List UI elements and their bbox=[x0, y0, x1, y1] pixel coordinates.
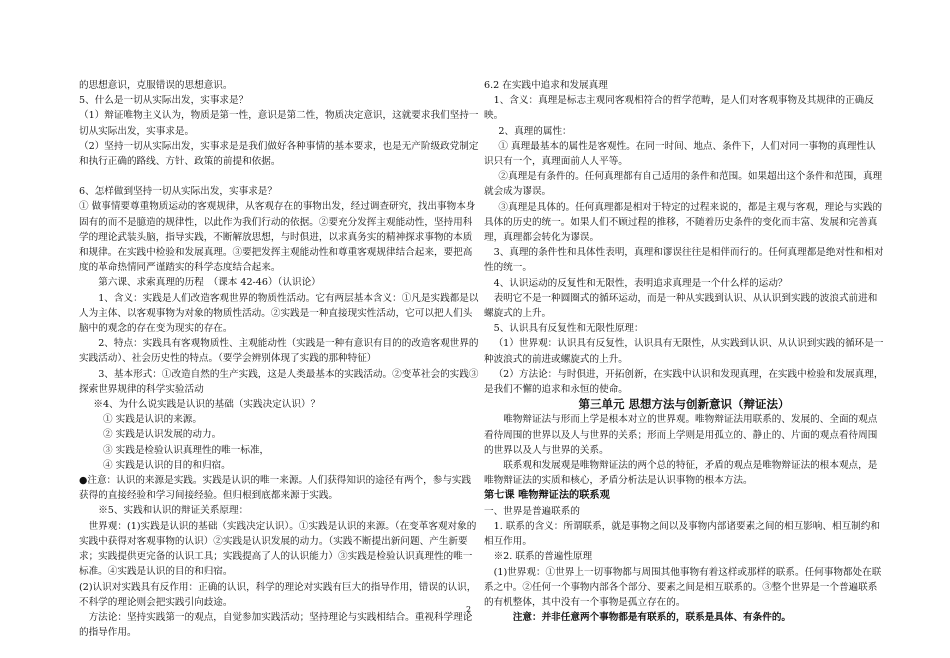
text-line: (1)世界观：①世界上一切事物都与周围其他事物有着这样或那样的联系。任何事物都处在联系之中。②任何一个事物内部各个部分、要素之间是相互联系的。③整个世界是一个普遍联系的有机整体，其中没有一个事物是孤立存在的。 bbox=[484, 566, 882, 608]
question-6: 6、怎样做到坚持一切从实际出发，实事求是？ bbox=[79, 186, 277, 198]
question-5: 5、什么是一切从实际出发，实事求是？ bbox=[79, 95, 249, 107]
text-line: 的思想意识，克服错误的思想意识。 bbox=[79, 80, 233, 91]
list-item: ② 实践是认识发展的动力。 bbox=[103, 429, 222, 441]
text-line: ※2. 联系的普遍性原理 bbox=[493, 551, 593, 563]
text-line: 表明它不是一种圆圈式的循环运动，而是一种从实践到认识、从认识到实践的波浪式前进和螺旋式的上升。 bbox=[484, 292, 878, 320]
text-line: ②真理是有条件的。任何真理都有自己适用的条件和范围。如果超出这个条件和范围，真理就会成为谬误。 bbox=[484, 171, 883, 198]
text-line: 联系观和发展观是唯物辩证法的两个总的特征，矛盾的观点是唯物辩证法的根本观点，是唯物辩证法的实质和核心，矛盾分析法是认识事物的根本方法。 bbox=[484, 460, 878, 487]
question-4: ※4、为什么说实践是认识的基础（实践决定认识）？ bbox=[93, 399, 321, 411]
text-line: ① 真理最基本的属性是客观性。在同一时间、地点、条件下，人们对同一事物的真理性认识只有一个，真理面前人人平等。 bbox=[484, 140, 876, 168]
blank-line bbox=[79, 169, 479, 184]
text-line: 1. 联系的含义：所谓联系，就是事物之间以及事物内部诸要素之间的相互影响、相互制约和相互作用。 bbox=[484, 520, 880, 548]
list-item: ④ 实践是认识的目的和归宿。 bbox=[103, 459, 231, 471]
text-line: （2）方法论：与时俱进，开拓创新，在实践中认识和发现真理，在实践中检验和发展真理，是我们不懈的追求和永恒的使命。 bbox=[484, 368, 884, 396]
text-line: 1、含义：真理是标志主观同客观相符合的哲学范畴，是人们对客观事物及其规律的正确反映。 bbox=[484, 95, 874, 122]
text-line: 5、认识具有反复性和无限性原理： bbox=[493, 323, 644, 335]
question: 4、认识运动的反复性和无限性，表明追求真理是一个什么样的运动？ bbox=[493, 277, 788, 289]
note: ●注意：认识的来源是实践。实践是认识的唯一来源。人们获得知识的途径有两个，参与实践获得的直接经验和学习间接经验。但归根到底都来源于实践。 bbox=[79, 475, 472, 502]
text-line: 一、世界是普遍联系的 bbox=[484, 505, 580, 517]
text-line: 1、含义：实践是人们改造客观世界的物质性活动。它有两层基本含义：①凡是实践都是以人为主体、以客观事物为对象的物质性活动。②实践是一种直接现实性活动，它可以把人们头脑中的观念的存在变为现实的存在。 bbox=[79, 292, 479, 335]
heading-5: ※5、实践和认识的辩证关系原理： bbox=[98, 505, 249, 517]
unit-title: 第三单元 思想方法与创新意识（辩证法） bbox=[578, 397, 790, 412]
note: 注意：并非任意两个事物都是有联系的，联系是具体、有条件的。 bbox=[512, 612, 792, 624]
text-line: 方法论：坚持实践第一的观点，自觉参加实践活动；坚持理论与实践相结合。重视科学理论的指导作用。 bbox=[79, 611, 473, 639]
list-item: ③ 实践是检验认识真理性的唯一标准， bbox=[103, 444, 270, 456]
list-item: ① 实践是认识的来源。 bbox=[103, 414, 202, 426]
lesson-7-title: 第七课 唯物辩证法的联系观 bbox=[484, 489, 610, 502]
text-line: ③真理是具体的。任何真理都是相对于特定的过程来说的，都是主观与客观，理论与实践的具体的历史的统一。如果人们不顾过程的推移，不随着历史条件的变化而丰富、发展和完善真理，真理都会转化为谬误。 bbox=[484, 201, 883, 244]
text-line: 唯物辩证法与形而上学是根本对立的世界观。唯物辩证法用联系的、发展的、全面的观点看待周围的世界以及人与世界的关系；形而上学则是用孤立的、静止的、片面的观点看待周围的世界以及人与世界的关系。 bbox=[484, 414, 878, 456]
text-line: 3、真理的条件性和具体性表明，真理和谬误往往是相伴而行的。任何真理都是绝对性和相对性的统一。 bbox=[484, 247, 884, 274]
text-line: （1）世界观：认识具有反复性，认识具有无限性，从实践到认识、从认识到实践的循环是一种波浪式的前进或螺旋式的上升。 bbox=[484, 338, 884, 365]
text-line: 2、特点：实践具有客观物质性、主观能动性（实践是一种有意识有目的的改造客观世界的实践活动）、社会历史性的特点。（要学会辨别体现了实践的那种特征） bbox=[79, 338, 479, 365]
lesson-6-title: 第六课、求索真理的历程 （课本 42-46）（认识论） bbox=[98, 277, 321, 289]
text-line: （1）辩证唯物主义认为，物质是第一性，意识是第二性，物质决定意识，这就要求我们坚持一切从实际出发，实事求是。 bbox=[79, 110, 479, 137]
text-line: 世界观：(1)实践是认识的基础（实践决定认识）。①实践是认识的来源。（在变革客观对象的实践中获得对客观事物的认识）②实践是认识发展的动力。（实践不断提出新问题、产生新要求；实践提供更完备的认识工具；实践提高了人的认识能力）③实践是检验认识真理性的唯一标准。④实践是认识的目的和归宿。 bbox=[79, 520, 477, 578]
text-line: ① 做事情要尊重物质运动的客观规律，从客观存在的事物出发，经过调查研究，找出事物本身固有的而不是臆造的规律性，以此作为我们行动的依据。②要充分发挥主观能动性，坚持用科学的理论武装头脑，指导实践，不断解放思想，与时俱进，以求真务实的精神探求事物的本质和规律。在实践中检验和发展真理。③要把发挥主观能动性和尊重客观规律结合起来，要把高度的革命热情同严谨踏实的科学态度结合起来。 bbox=[79, 201, 476, 274]
text-line: 2、真理的属性： bbox=[498, 125, 572, 137]
left-column bbox=[79, 78, 479, 640]
page-number: 2 bbox=[466, 605, 472, 614]
right-column bbox=[484, 78, 884, 625]
text-line: 3、基本形式：①改造自然的生产实践，这是人类最基本的实践活动。②变革社会的实践③探索世界规律的科学实验活动 bbox=[79, 368, 479, 395]
section-title: 6.2 在实践中追求和发展真理 bbox=[484, 80, 608, 91]
text-line: （2）坚持一切从实际出发，实事求是是我们做好各种事情的基本要求，也是无产阶级政党制定和执行正确的路线、方针、政策的前提和依据。 bbox=[79, 140, 479, 168]
text-line: (2)认识对实践具有反作用：正确的认识，科学的理论对实践有巨大的指导作用，错误的认识，不科学的理论则会把实践引向歧途。 bbox=[79, 581, 477, 608]
